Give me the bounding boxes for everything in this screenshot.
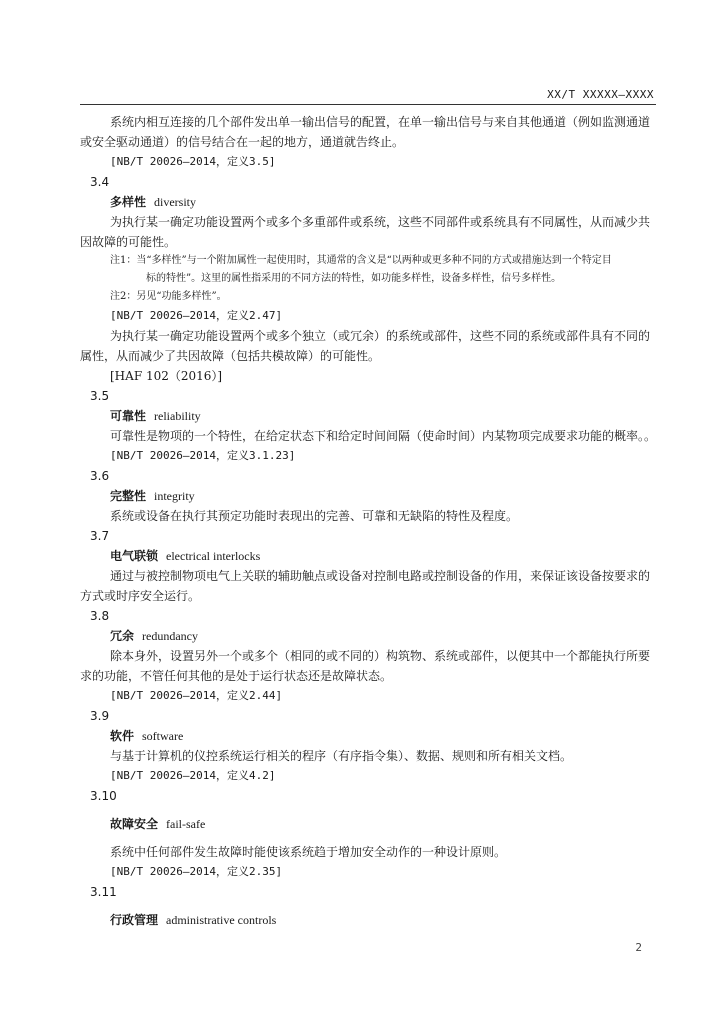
page-content (80, 112, 660, 930)
term-heading (80, 546, 660, 566)
definition: 为执行某一确定功能设置两个或多个多重部件或系统，这些不同部件或系统具有不同属性，从而减少共因故障的可能性。 (80, 215, 651, 249)
term-en: software (142, 729, 184, 743)
clause-number: 3.9 (90, 709, 110, 723)
reference: [NB/T 20026—2014，定义3.5] (110, 155, 276, 168)
term-zh: 完整性 (110, 489, 147, 503)
note-1-cont: 标的特性”。这里的属性指采用的不同方法的特性，如功能多样性，设备多样性，信号多样性。 (146, 273, 562, 284)
clause-number: 3.8 (90, 609, 110, 623)
note-1: 注1：当“多样性”与一个附加属性一起使用时，其通常的含义是“以两种或更多种不同的方式或措施达到一个特定目 (110, 255, 612, 266)
reference: [HAF 102（2016）] (110, 369, 223, 383)
term-heading (80, 626, 660, 646)
definition: 与基于计算机的仪控系统运行相关的程序（有序指令集）、数据、规则和所有相关文档。 (110, 749, 573, 763)
term-zh: 软件 (110, 729, 135, 743)
term-zh: 行政管理 (110, 913, 159, 927)
definition: 为执行某一确定功能设置两个或多个独立（或冗余）的系统或部件，这些不同的系统或部件具有不同的属性，从而减少了共因故障（包括共模故障）的可能性。 (80, 329, 651, 363)
term-heading (80, 406, 660, 426)
definition: 系统或设备在执行其预定功能时表现出的完善、可靠和无缺陷的特性及程度。 (110, 509, 519, 523)
term-en: administrative controls (166, 913, 277, 927)
spacer (80, 806, 660, 814)
term-en: integrity (154, 489, 195, 503)
term-en: electrical interlocks (166, 549, 261, 563)
term-zh: 冗余 (110, 629, 135, 643)
page-number: 2 (635, 941, 642, 954)
term-zh: 多样性 (110, 195, 147, 209)
term-en: diversity (154, 195, 197, 209)
document-code-header: XX/T XXXXX—XXXX (547, 88, 654, 101)
clause-number: 3.4 (90, 175, 110, 189)
term-en: reliability (154, 409, 201, 423)
term-zh: 电气联锁 (110, 549, 159, 563)
spacer (80, 834, 660, 842)
term-heading (80, 814, 660, 834)
clause-number: 3.10 (90, 789, 117, 803)
definition: 除本身外，设置另外一个或多个（相同的或不同的）构筑物、系统或部件，以便其中一个都能执行所要求的功能，不管任何其他的是处于运行状态还是故障状态。 (80, 649, 651, 683)
clause-number: 3.7 (90, 529, 110, 543)
term-heading (80, 910, 660, 930)
term-en: redundancy (142, 629, 198, 643)
definition: 可靠性是物项的一个特性，在给定状态下和给定时间间隔（使命时间）内某物项完成要求功能的概率。。 (110, 429, 657, 443)
note-2: 注2：另见“功能多样性”。 (110, 291, 227, 302)
term-heading (80, 486, 660, 506)
term-heading (80, 726, 660, 746)
reference: [NB/T 20026—2014，定义4.2] (110, 769, 276, 782)
clause-number: 3.6 (90, 469, 110, 483)
clause-number: 3.5 (90, 389, 110, 403)
spacer (80, 902, 660, 910)
intro-paragraph: 系统内相互连接的几个部件发出单一输出信号的配置，在单一输出信号与来自其他通道（例如监测通道或安全驱动通道）的信号结合在一起的地方，通道就告终止。 (80, 115, 651, 149)
definition: 系统中任何部件发生故障时能使该系统趋于增加安全动作的一种设计原则。 (110, 845, 507, 859)
reference: [NB/T 20026—2014，定义3.1.23] (110, 449, 296, 462)
definition: 通过与被控制物项电气上关联的辅助触点或设备对控制电路或控制设备的作用，来保证该设备按要求的方式或时序安全运行。 (80, 569, 651, 603)
term-zh: 故障安全 (110, 817, 159, 831)
reference: [NB/T 20026—2014，定义2.44] (110, 689, 283, 702)
reference: [NB/T 20026—2014，定义2.35] (110, 865, 283, 878)
term-heading (80, 192, 660, 212)
reference: [NB/T 20026—2014，定义2.47] (110, 309, 283, 322)
term-en: fail-safe (166, 817, 206, 831)
term-zh: 可靠性 (110, 409, 147, 423)
header-rule (80, 104, 656, 105)
clause-number: 3.11 (90, 885, 117, 899)
